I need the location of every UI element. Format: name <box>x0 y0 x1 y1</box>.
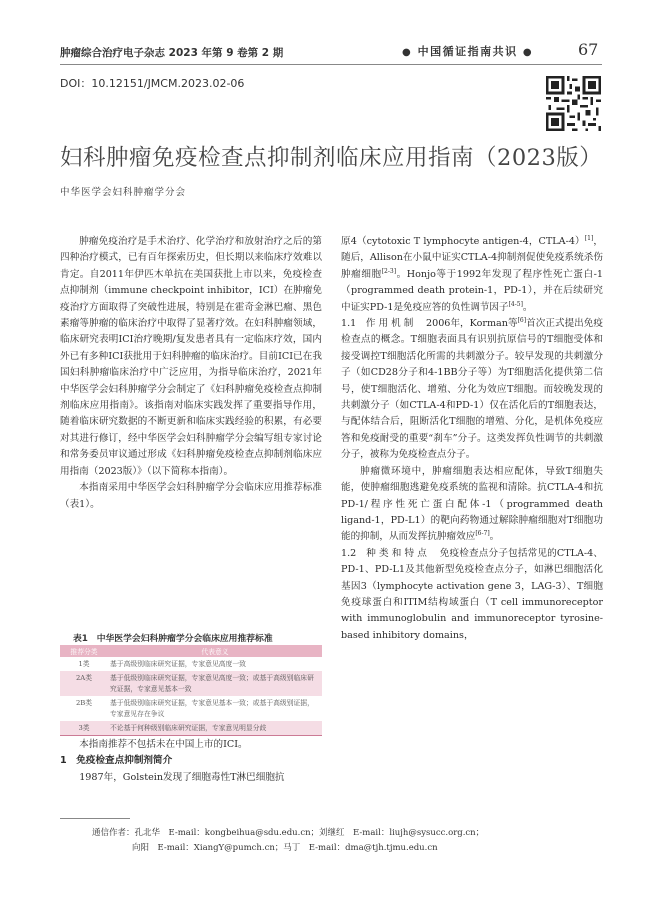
left-column-lower <box>60 737 322 786</box>
table-cell: 基于低级别临床研究证据，专家意见基本一致；或基于高级别证据，专家意见存在争议 <box>110 698 314 718</box>
scope-paragraph: 本指南推荐不包括未在中国上市的ICI。 <box>79 739 248 750</box>
bullet-icon: ● <box>402 47 413 58</box>
table-header: 推荐分类 <box>60 645 108 657</box>
citation: [4-5] <box>508 300 523 308</box>
doi: DOI：10.12151/JMCM.2023.02-06 <box>60 77 245 90</box>
qr-code-icon <box>546 76 601 131</box>
subsection-heading: 种类和特点 <box>366 547 430 559</box>
right-column <box>341 234 603 644</box>
journal-header: 肿瘤综合治疗电子杂志 2023 年第 9 卷第 2 期 <box>60 47 284 59</box>
citation: [1] <box>584 235 594 242</box>
series-header <box>402 43 533 59</box>
footnote-line: 向阳 E-mail：XiangY@pumch.cn；马丁 E-mail：dma@tjh.tjmu.edu.cn <box>132 843 438 853</box>
table-cell: 2B类 <box>75 698 93 707</box>
subsection-number: 1.2 <box>341 547 357 559</box>
subsection-number: 1.1 <box>341 318 357 330</box>
footnote-divider <box>60 818 130 819</box>
header-divider <box>60 64 602 65</box>
table-cell: 3类 <box>60 721 108 736</box>
table-cell: 基于高级别临床研究证据，专家意见高度一致 <box>110 659 246 668</box>
mechanism-paragraph: 1.1 作用机制 2006年，Korman等[6]首次正式提出免疫检查点的概念。T细胞表面具有识别抗原信号的T细胞受体和接受调控T细胞活化所需的共刺激分子。较早发现的共刺激分子（如CD28分子和4-1BB分子等）为T细胞活化提供第二信号，使T细胞活化、增殖、分化为效应T细胞。而较晚发现的共刺激分子（如CTLA-4和PD-1）仅在活化后的T细胞表达，与配体结合后，阻断活化T细胞的增殖、分化，是机体免疫应答和免疫耐受的重要“刹车”分子。这类发挥负性调节的共刺激分子，被称为免疫检查点分子。 <box>341 317 604 461</box>
author-line: 中华医学会妇科肿瘤学分会 <box>60 187 187 198</box>
bullet-icon: ● <box>522 47 534 58</box>
table-cell: 不论基于何种级别临床研究证据，专家意见明显分歧 <box>108 721 322 736</box>
history-paragraph: 1987年，Golstein发现了细胞毒性T淋巴细胞抗 <box>79 771 285 783</box>
microenvironment-paragraph: 肿瘤微环境中，肿瘤细胞表达相应配体，导致T细胞失能，使肿瘤细胞逃避免疫系统的监视和清除。抗CTLA-4和抗PD-1/程序性死亡蛋白配体-1（programmed death ligand-1，PD-L1）的靶向药物通过解除肿瘤细胞对T细胞功能的抑制，从而发挥抗肿瘤效应[6-7]。 <box>341 465 603 543</box>
citation: [6] <box>517 317 527 325</box>
footnote-line: 通信作者：孔北华 E-mail：kongbeihua@sdu.edu.cn；刘继红 E-mail：liujh@sysucc.org.cn； <box>92 828 485 838</box>
citation: [2-3] <box>381 267 397 275</box>
standard-paragraph: 本指南采用中华医学会妇科肿瘤学分会临床应用推荐标准（表1）。 <box>60 482 322 510</box>
intro-paragraph: 肿瘤免疫治疗是手术治疗、化学治疗和放射治疗之后的第四种治疗模式，已有百年探索历史，但长期以来临床疗效难以肯定。自2011年伊匹木单抗在美国获批上市以来，免疫检查点抑制剂（immune checkpoint inhibitor，ICI）在肿瘤免疫治疗方面取得了突破性进展，特别是在霍奇金淋巴瘤、黑色素瘤等肿瘤的临床治疗中取得了显著疗效。在妇科肿瘤领域，临床研究表明ICI治疗晚期/复发患者具有一定临床疗效，国内外已有多种ICI获批用于妇科肿瘤的临床治疗。目前ICI已在我国妇科肿瘤临床治疗中广泛应用，为指导临床治疗，2021年中华医学会妇科肿瘤学分会制定了《妇科肿瘤免疫检查点抑制剂临床应用指南》。该指南对临床实践发挥了重要指导作用，随着临床研究数据的不断更新和临床实践经验的积累，有必要对其进行修订，经中华医学会妇科肿瘤学分会编写组专家讨论和常务委员审议通过形成《妇科肿瘤免疫检查点抑制剂临床应用指南（2023版）》（以下简称本指南）。 <box>60 236 322 477</box>
table-cell: 基于低级别临床研究证据，专家意见高度一致；或基于高级别临床研究证据，专家意见基本一致 <box>108 671 322 696</box>
table-row <box>60 657 322 671</box>
series-label: 中国循证指南共识 <box>417 45 518 58</box>
table-header: 代表意义 <box>108 645 322 657</box>
section-heading: 1 免疫检查点抑制剂简介 <box>60 755 173 767</box>
subsection-heading: 作用机制 <box>365 318 417 330</box>
table-row <box>60 696 322 721</box>
citation: [6-7] <box>475 530 490 538</box>
page-number: 67 <box>578 40 599 59</box>
correspondence-footnote <box>92 826 484 856</box>
article-title: 妇科肿瘤免疫检查点抑制剂临床应用指南（2023版） <box>60 145 603 171</box>
table-cell: 1类 <box>78 659 90 668</box>
table-cell: 2A类 <box>60 671 108 696</box>
types-paragraph: 1.2 种类和特点 免疫检查点分子包括常见的CTLA-4、PD-1、PD-L1及其他新型免疫检查点分子，如淋巴细胞活化基因3（lymphocyte activation gene 3，LAG-3）、T细胞免疫球蛋白和ITIM结构域蛋白（T cell immunoreceptor with immunoglobulin and immunoreceptor tyrosine-based inhibitory domains， <box>341 547 604 641</box>
table-caption: 表1 中华医学会妇科肿瘤学分会临床应用推荐标准 <box>73 634 273 644</box>
table-row <box>60 671 322 696</box>
history-paragraph-cont: 原4（cytotoxic T lymphocyte antigen-4，CTLA-4）[1]，随后，Allison在小鼠中证实CTLA-4抑制剂促使免疫系统杀伤肿瘤细胞[2-3]。Honjo等于1992年发现了程序性死亡蛋白-1（programmed death protein-1，PD-1），并在后续研究中证实PD-1是免疫应答的负性调节因子[4-5]。 <box>341 235 604 313</box>
table-row <box>60 721 322 736</box>
recommendation-table <box>60 645 322 736</box>
left-column <box>60 234 322 513</box>
